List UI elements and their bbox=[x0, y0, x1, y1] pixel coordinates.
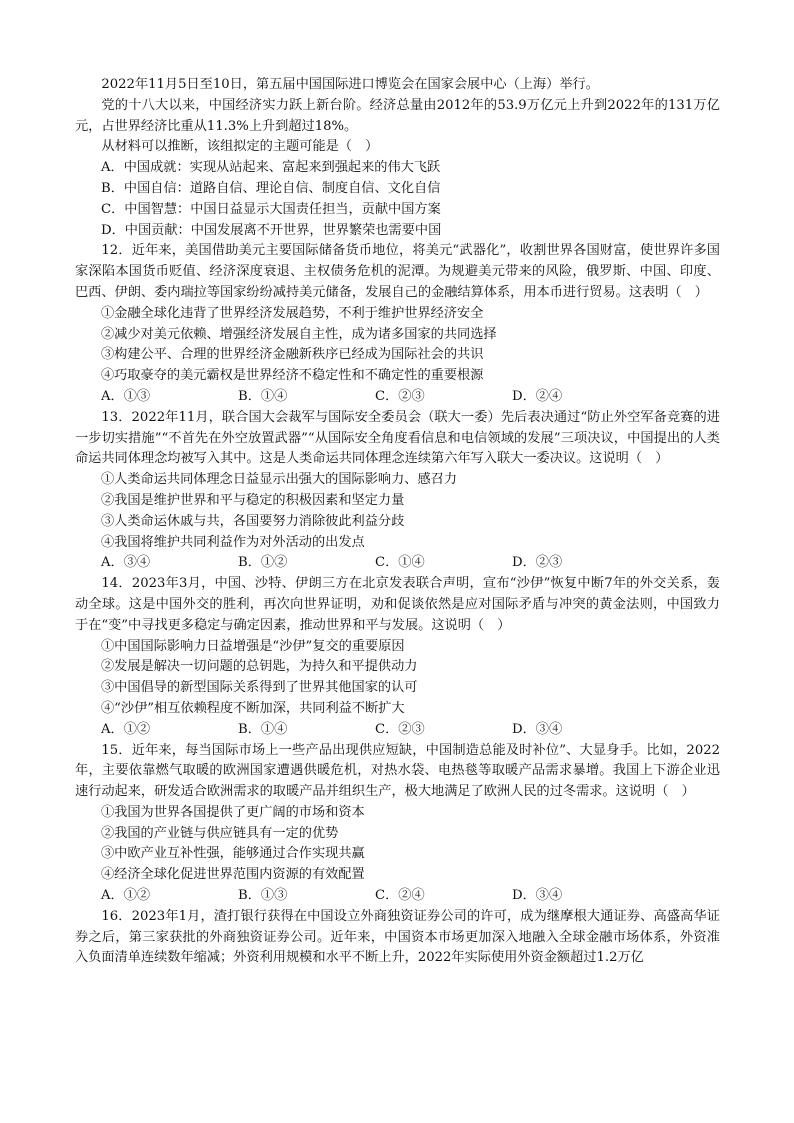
question-15 bbox=[75, 741, 720, 907]
choice-b: B．①④ bbox=[238, 721, 288, 737]
choice-d: D．②③ bbox=[512, 555, 563, 571]
statement-4: ④巧取豪夺的美元霸权是世界经济不稳定性和不确定性的重要根源 bbox=[101, 368, 484, 384]
statement-1: ①人类命运共同体理念日益显示出强大的国际影响力、感召力 bbox=[101, 472, 458, 488]
material-text: 2022年11月5日至10日，第五届中国国际进口博览会在国家会展中心（上海）举行。 bbox=[101, 77, 599, 92]
statement-2: ②我国是维护世界和平与稳定的积极因素和坚定力量 bbox=[101, 492, 405, 508]
statement-4: ④我国将维护共同利益作为对外活动的出发点 bbox=[101, 534, 365, 550]
statement-2: ②发展是解决一切问题的总钥匙，为持久和平提供动力 bbox=[101, 659, 418, 675]
choice-d: D．③④ bbox=[512, 721, 563, 737]
choice-c: C．②③ bbox=[375, 388, 425, 404]
answer-choices bbox=[75, 387, 720, 408]
question-16 bbox=[75, 907, 720, 969]
exam-page bbox=[75, 75, 720, 969]
question-14 bbox=[75, 574, 720, 740]
choice-c: C．②③ bbox=[375, 721, 425, 737]
answer-choices bbox=[75, 553, 720, 574]
question-stem: 14．2023年3月，中国、沙特、伊朗三方在北京发表联合声明，宣布“沙伊”恢复中断7年的外交关系，轰动全球。这是中国外交的胜利，再次向世界证明，劝和促谈依然是应对国际矛盾与冲突的黄金法则，中国致力于在“变”中寻找更多稳定与确定因素，推动世界和平与发展。这说明（ ） bbox=[75, 576, 720, 633]
statement-2: ②减少对美元依赖、增强经济发展自主性，成为诸多国家的共同选择 bbox=[101, 326, 497, 342]
choice-b: B．①④ bbox=[238, 388, 288, 404]
question-stem: 15．近年来，每当国际市场上一些产品出现供应短缺，中国制造总能及时补位”、大显身手。比如，2022年，主要依靠燃气取暖的欧洲国家遭遇供暖危机，对热水袋、电热毯等取暖产品需求暴增。我国上下游企业迅速行动起来，研发适合欧洲需求的取暖产品并组织生产，极大地满足了欧洲人民的过冬需求。这说明（ ） bbox=[75, 742, 720, 800]
choice-b: B．①③ bbox=[238, 888, 288, 904]
choice-c: C．①④ bbox=[375, 555, 425, 571]
statement-3: ③人类命运休戚与共，各国要努力消除彼此利益分歧 bbox=[101, 513, 405, 529]
question-stem: 16．2023年1月，渣打银行获得在中国设立外商独资证券公司的许可，成为继摩根大通证券、高盛高华证券之后，第三家获批的外商独资证券公司。近年来，中国资本市场更加深入地融入全球金融市场体系，外资准入负面清单连续数年缩减；外资利用规模和水平不断上升，2022年实际使用外资金额超过1.2万亿 bbox=[75, 908, 720, 966]
question-13 bbox=[75, 408, 720, 574]
question-stem: 12．近年来，美国借助美元主要国际储备货币地位，将美元“武器化”，收割世界各国财富，使世界许多国家深陷本国货币贬值、经济深度衰退、主权债务危机的泥潭。为规避美元带来的风险，俄罗斯、中国、印度、巴西、伊朗、委内瑞拉等国家纷纷减持美元储备，发展自己的金融结算体系，用本币进行贸易。这表明（ ） bbox=[75, 243, 720, 300]
option-b: B．中国自信：道路自信、理论自信、制度自信、文化自信 bbox=[101, 180, 441, 196]
question-prompt: 从材料可以推断，该组拟定的主题可能是（ ） bbox=[101, 139, 379, 155]
option-a: A．中国成就：实现从站起来、富起来到强起来的伟大飞跃 bbox=[101, 160, 441, 176]
statement-1: ①我国为世界各国提供了更广阔的市场和资本 bbox=[101, 804, 365, 820]
choice-a: A．③④ bbox=[101, 555, 151, 571]
question-12 bbox=[75, 241, 720, 407]
question-11 bbox=[75, 75, 720, 241]
statement-3: ③中欧产业互补性强，能够通过合作实现共赢 bbox=[101, 846, 365, 862]
statement-4: ④经济全球化促进世界范围内资源的有效配置 bbox=[101, 867, 365, 883]
choice-c: C．②④ bbox=[375, 888, 425, 904]
answer-choices bbox=[75, 720, 720, 741]
choice-d: D．②④ bbox=[512, 388, 563, 404]
option-d: D．中国贡献：中国发展离不开世界，世界繁荣也需要中国 bbox=[101, 222, 442, 238]
question-stem: 13．2022年11月，联合国大会裁军与国际安全委员会（联大一委）先后表决通过“防止外空军备竞赛的进一步切实措施”“不首先在外空放置武器”“从国际安全角度看信息和电信领域的发展”三项决议，中国提出的人类命运共同体理念均被写入其中。这是人类命运共同体理念连续第六年写入联大一委决议。这说明（ ） bbox=[75, 409, 720, 467]
statement-3: ③中国倡导的新型国际关系得到了世界其他国家的认可 bbox=[101, 680, 418, 696]
choice-a: A．①② bbox=[101, 721, 151, 737]
choice-a: A．①② bbox=[101, 888, 151, 904]
answer-choices bbox=[75, 886, 720, 907]
option-c: C．中国智慧：中国日益显示大国责任担当，贡献中国方案 bbox=[101, 201, 441, 217]
statement-3: ③构建公平、合理的世界经济金融新秩序已经成为国际社会的共识 bbox=[101, 347, 484, 363]
choice-a: A．①③ bbox=[101, 388, 151, 404]
statement-2: ②我国的产业链与供应链具有一定的优势 bbox=[101, 825, 339, 841]
statement-1: ①中国国际影响力日益增强是“沙伊”复交的重要原因 bbox=[101, 638, 405, 654]
statement-1: ①金融全球化违背了世界经济发展趋势，不利于维护世界经济安全 bbox=[101, 305, 484, 321]
choice-b: B．①② bbox=[238, 555, 288, 571]
material-text: 党的十八大以来，中国经济实力跃上新台阶。经济总量由2012年的53.9万亿元上升到2022年的131万亿元，占世界经济比重从11.3%上升到超过18%。 bbox=[75, 97, 720, 134]
choice-d: D．③④ bbox=[512, 888, 563, 904]
statement-4: ④“沙伊”相互依赖程度不断加深，共同利益不断扩大 bbox=[101, 700, 405, 716]
